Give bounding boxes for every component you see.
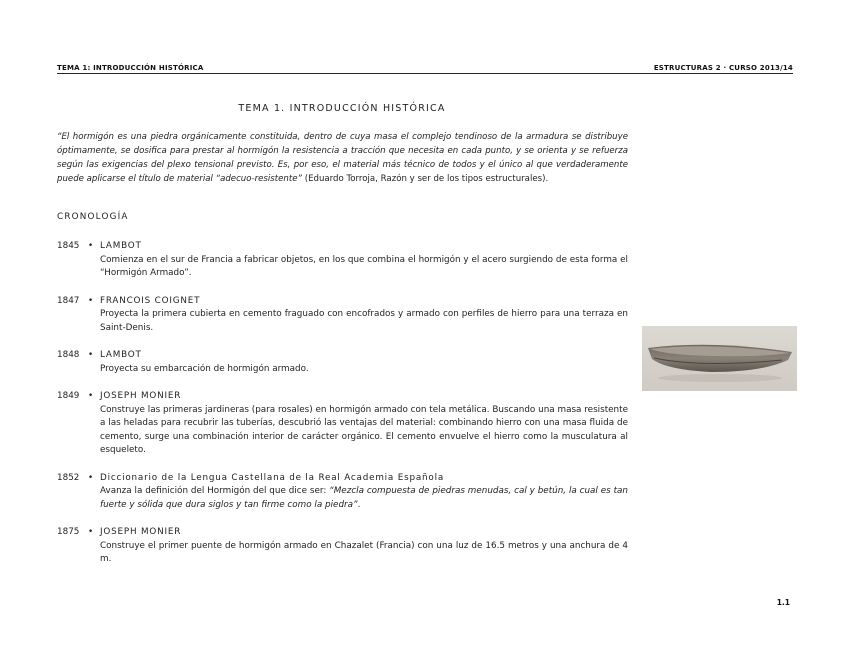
entry-year: 1848 <box>57 350 80 360</box>
bullet-icon: • <box>88 527 94 537</box>
header-rule <box>57 73 793 74</box>
page-number: 1.1 <box>776 598 790 607</box>
chronology-entry-1845 <box>57 240 628 281</box>
running-header-left: TEMA 1: INTRODUCCIÓN HISTÓRICA <box>57 64 204 72</box>
entry-year: 1845 <box>57 241 80 251</box>
entry-text-definition: “Mezcla compuesta de piedras menudas, cal y betún, la cual es tan fuerte y sólida que dura siglos y tan firme como la piedra” <box>100 486 628 510</box>
entry-text: Proyecta la primera cubierta en cemento fraguado con encofrados y armado con perfiles de hierro para una terraza en Saint-Denis. <box>100 309 628 333</box>
entry-text: Construye las primeras jardineras (para rosales) en hormigón armado con tela metálica. Buscando una masa resistente a las heladas para recubrir las tuberías, descubrió las ventajas del material: combinando hierro con una masa fluida de cemento, surge una combinación interior de carácter orgánico. El cemento envuelve el hierro como la musculatura al esqueleto. <box>100 404 628 455</box>
running-header-right: ESTRUCTURAS 2 · CURSO 2013/14 <box>653 64 793 72</box>
entry-text: Comienza en el sur de Francia a fabricar objetos, en los que combina el hormigón y el acero surgiendo de esta forma el “Hormigón Armado”. <box>100 254 628 278</box>
entry-text: Construye el primer puente de hormigón armado en Chazalet (Francia) con una luz de 16.5 metros y una anchura de 4 m. <box>100 540 628 564</box>
bullet-icon: • <box>88 295 94 306</box>
entry-name: LAMBOT <box>100 241 142 251</box>
torroja-quote <box>57 130 628 186</box>
entry-year: 1852 <box>57 472 80 483</box>
chronology-entry-1875 <box>57 526 628 567</box>
chronology-list <box>57 240 628 581</box>
entry-year: 1875 <box>57 527 80 537</box>
chronology-entry-1849 <box>57 390 628 458</box>
bullet-icon: • <box>88 391 94 401</box>
lambot-boat-photo <box>642 326 797 391</box>
bullet-icon: • <box>88 350 94 360</box>
chronology-entry-1848 <box>57 349 628 376</box>
entry-name: LAMBOT <box>100 350 142 360</box>
chronology-entry-1852 <box>57 472 628 513</box>
entry-text: Proyecta su embarcación de hormigón armado. <box>100 363 309 374</box>
entry-name: JOSEPH MONIER <box>100 527 182 537</box>
entry-text-lead: Avanza la definición del Hormigón del que dice ser: <box>100 486 330 496</box>
entry-name: FRANCOIS COIGNET <box>100 295 201 306</box>
entry-name: JOSEPH MONIER <box>100 391 182 401</box>
entry-year: 1847 <box>57 295 80 306</box>
section-title-cronologia: CRONOLOGÍA <box>57 212 129 222</box>
entry-text <box>100 485 628 512</box>
quote-text: “El hormigón es una piedra orgánicamente constituida, dentro de cuya masa el complejo tendinoso de la armadura se distribuye óptimamente, se dosifica para prestar al hormigón la resistencia a tracción que necesita en cada punto, y se orienta y se refuerza según las exigencias del plexo tensional previsto. Es, por eso, el material más técnico de todos y el único al que verdaderamente puede aplicarse el título de material “adecuo-resistente” <box>57 132 628 184</box>
chronology-entry-1847 <box>57 295 628 336</box>
bullet-icon: • <box>88 241 94 251</box>
page-title: TEMA 1. INTRODUCCIÓN HISTÓRICA <box>238 103 446 114</box>
quote-source: (Eduardo Torroja, Razón y ser de los tipos estructurales). <box>301 174 549 184</box>
bullet-icon: • <box>88 472 94 483</box>
entry-name: Diccionario de la Lengua Castellana de la Real Academia Española <box>100 472 445 483</box>
boat-illustration <box>642 326 797 391</box>
entry-year: 1849 <box>57 391 80 401</box>
entry-text-end: . <box>357 499 361 510</box>
